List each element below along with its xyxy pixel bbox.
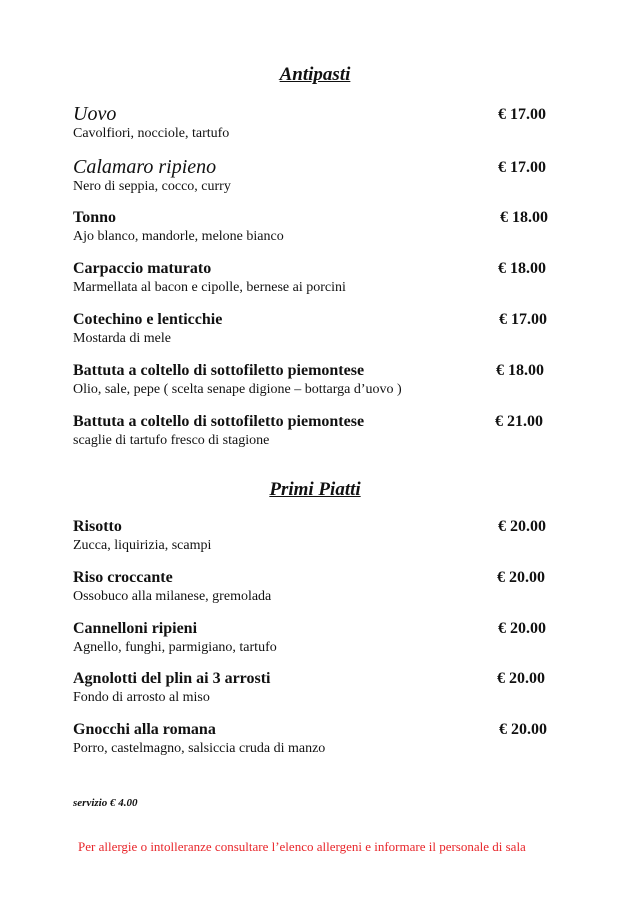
item-name: Riso croccante [73, 569, 173, 586]
item-price: € 18.00 [496, 362, 544, 379]
menu-item-agnolotti-del-plin [73, 669, 563, 707]
item-description: Porro, castelmagno, salsiccia cruda di manzo [73, 741, 326, 756]
item-name: Calamaro ripieno [73, 156, 217, 178]
item-name: Risotto [73, 518, 122, 535]
item-name: Agnolotti del plin ai 3 arrosti [73, 670, 271, 687]
item-description: Fondo di arrosto al miso [73, 690, 210, 705]
section-title-antipasti: Antipasti [279, 64, 351, 85]
menu-item-battuta-a-coltello [73, 361, 563, 399]
item-price: € 17.00 [498, 159, 546, 176]
menu-item-gnocchi-alla-romana [73, 720, 563, 758]
item-price: € 17.00 [498, 106, 546, 123]
item-name: Cannelloni ripieni [73, 620, 198, 637]
item-description: Cavolfiori, nocciole, tartufo [73, 126, 230, 141]
allergy-notice: Per allergie o intolleranze consultare l’elenco allergeni e informare il personale di sala [78, 839, 526, 854]
menu-item-risotto [73, 517, 563, 555]
item-price: € 20.00 [497, 670, 545, 687]
item-price: € 18.00 [498, 260, 546, 277]
item-price: € 21.00 [495, 413, 543, 430]
item-price: € 20.00 [498, 518, 546, 535]
menu-item-carpaccio-maturato [73, 259, 563, 297]
menu-item-riso-croccante [73, 568, 563, 606]
item-description: scaglie di tartufo fresco di stagione [73, 433, 270, 448]
item-price: € 17.00 [499, 311, 547, 328]
item-description: Zucca, liquirizia, scampi [73, 538, 212, 553]
item-description: Ossobuco alla milanese, gremolada [73, 589, 272, 604]
item-name: Battuta a coltello di sottofiletto piemontese [73, 362, 365, 379]
item-description: Agnello, funghi, parmigiano, tartufo [73, 640, 277, 655]
item-name: Battuta a coltello di sottofiletto piemontese [73, 413, 365, 430]
item-description: Olio, sale, pepe ( scelta senape digione – bottarga d’uovo ) [73, 382, 402, 397]
menu-item-tonno [73, 208, 563, 246]
item-name: Tonno [73, 209, 116, 226]
menu-item-uovo [73, 103, 563, 143]
item-description: Ajo blanco, mandorle, melone bianco [73, 229, 284, 244]
item-description: Marmellata al bacon e cipolle, bernese ai porcini [73, 280, 346, 295]
item-name: Uovo [73, 103, 117, 125]
item-name: Cotechino e lenticchie [73, 311, 223, 328]
item-price: € 18.00 [500, 209, 548, 226]
item-description: Nero di seppia, cocco, curry [73, 179, 231, 194]
service-charge: servizio € 4.00 [73, 797, 138, 809]
menu-item-cannelloni-ripieni [73, 619, 563, 657]
section-title-primi-piatti: Primi Piatti [269, 479, 361, 500]
item-price: € 20.00 [498, 620, 546, 637]
menu-item-calamaro-ripieno [73, 156, 563, 196]
item-price: € 20.00 [497, 569, 545, 586]
item-name: Gnocchi alla romana [73, 721, 216, 738]
item-name: Carpaccio maturato [73, 260, 212, 277]
item-price: € 20.00 [499, 721, 547, 738]
menu-item-battuta-a-coltello-tartufo [73, 412, 563, 450]
item-description: Mostarda di mele [73, 331, 171, 346]
menu-item-cotechino-e-lenticchie [73, 310, 563, 348]
